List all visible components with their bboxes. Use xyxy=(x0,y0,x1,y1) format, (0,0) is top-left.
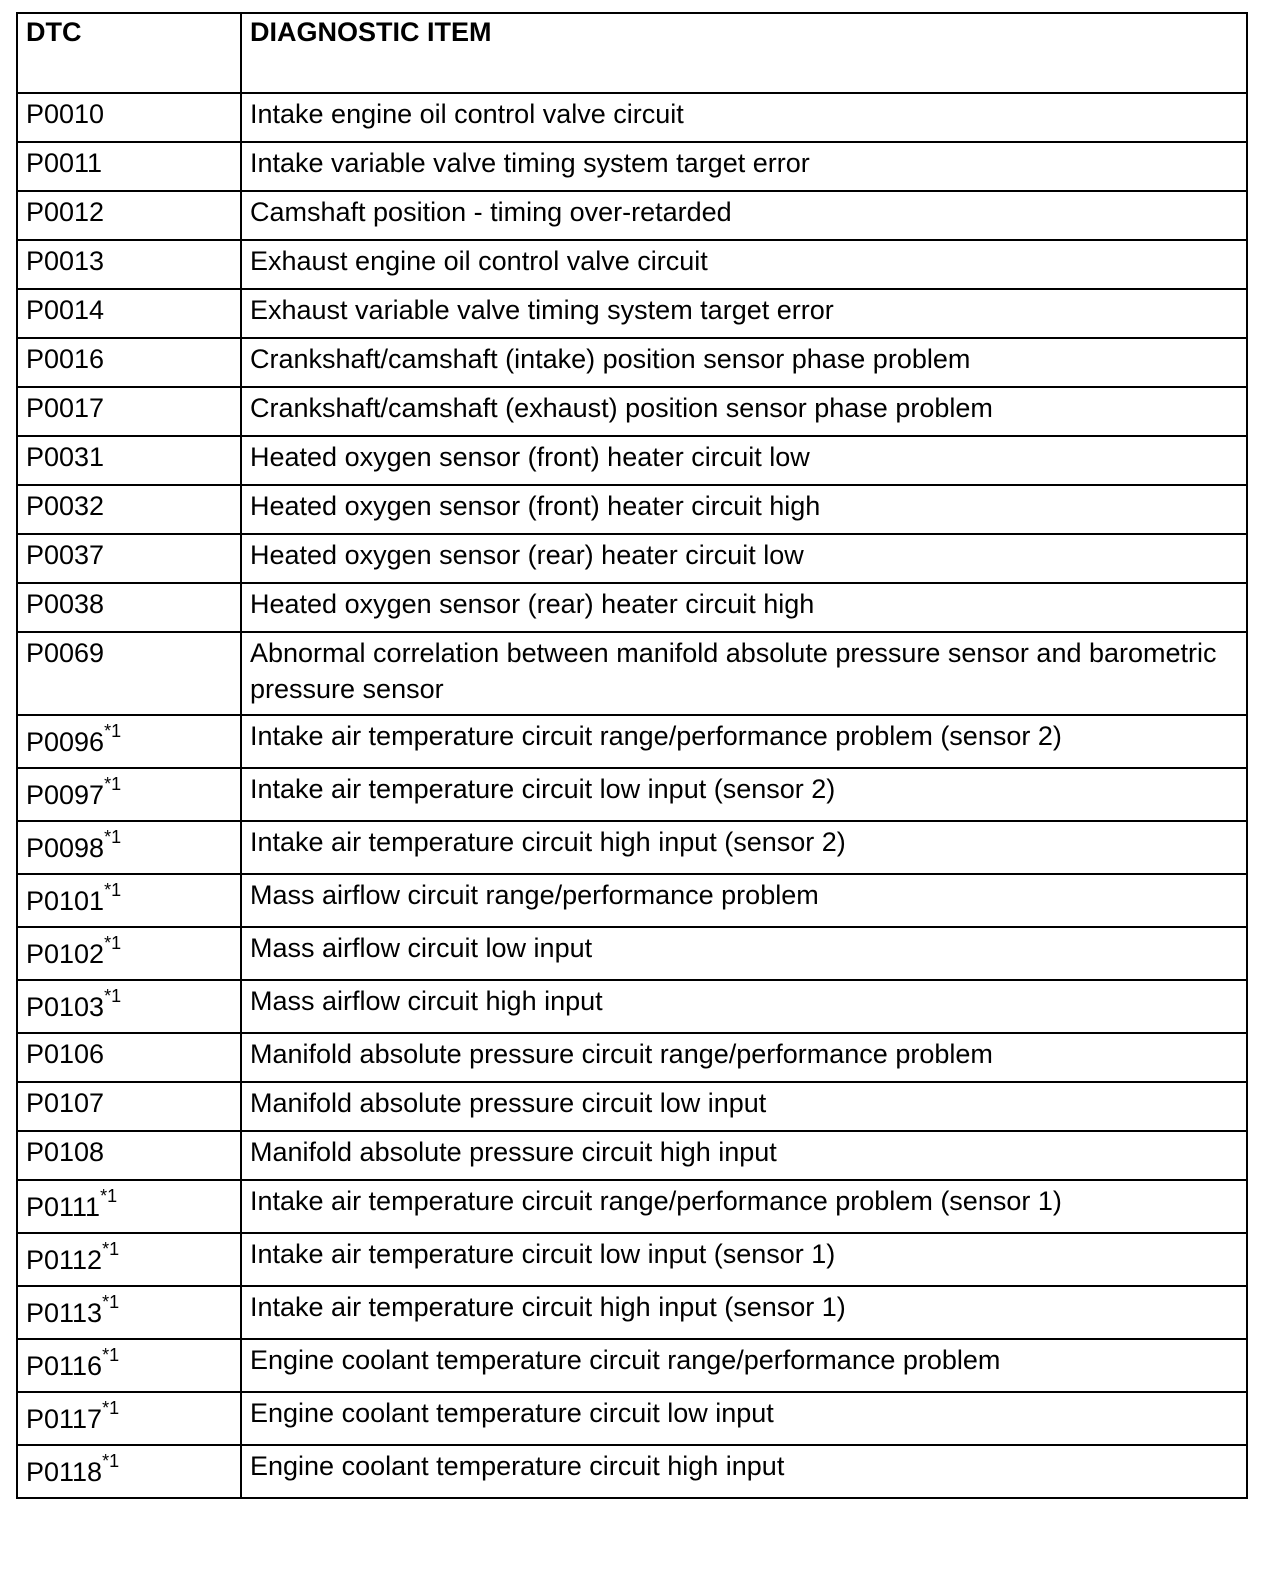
table-row xyxy=(17,387,1247,436)
dtc-code: P0038 xyxy=(26,589,105,619)
dtc-code-cell xyxy=(17,632,241,715)
table-row xyxy=(17,191,1247,240)
diagnostic-item: Intake air temperature circuit high input (sensor 1) xyxy=(241,1286,1247,1339)
dtc-code: P0097 xyxy=(26,780,105,810)
footnote-marker: *1 xyxy=(104,986,122,1006)
table-row xyxy=(17,142,1247,191)
diagnostic-item: Camshaft position - timing over-retarded xyxy=(241,191,1247,240)
dtc-code-cell xyxy=(17,436,241,485)
diagnostic-item: Intake air temperature circuit high input (sensor 2) xyxy=(241,821,1247,874)
dtc-code-cell xyxy=(17,1339,241,1392)
dtc-code-cell xyxy=(17,289,241,338)
dtc-code: P0010 xyxy=(26,99,105,129)
diagnostic-item: Engine coolant temperature circuit low input xyxy=(241,1392,1247,1445)
dtc-code: P0012 xyxy=(26,197,105,227)
dtc-code: P0108 xyxy=(26,1137,105,1167)
dtc-code: P0118 xyxy=(26,1457,103,1487)
footnote-marker: *1 xyxy=(104,774,122,794)
diagnostic-item: Crankshaft/camshaft (intake) position sensor phase problem xyxy=(241,338,1247,387)
footnote-marker: *1 xyxy=(104,933,122,953)
dtc-code-cell xyxy=(17,715,241,768)
table-row xyxy=(17,240,1247,289)
table-row xyxy=(17,436,1247,485)
dtc-code: P0103 xyxy=(26,992,105,1022)
diagnostic-item: Mass airflow circuit high input xyxy=(241,980,1247,1033)
table-row xyxy=(17,1339,1247,1392)
dtc-code-cell xyxy=(17,191,241,240)
dtc-code-cell xyxy=(17,142,241,191)
table-row xyxy=(17,93,1247,142)
diagnostic-item: Heated oxygen sensor (front) heater circuit high xyxy=(241,485,1247,534)
dtc-code: P0031 xyxy=(26,442,105,472)
dtc-code-cell xyxy=(17,1233,241,1286)
dtc-code: P0037 xyxy=(26,540,105,570)
dtc-code-cell xyxy=(17,1180,241,1233)
dtc-code: P0113 xyxy=(26,1298,103,1328)
table-row xyxy=(17,534,1247,583)
dtc-code: P0102 xyxy=(26,939,105,969)
diagnostic-item: Intake air temperature circuit range/performance problem (sensor 2) xyxy=(241,715,1247,768)
footnote-marker: *1 xyxy=(102,1398,120,1418)
dtc-code: P0116 xyxy=(26,1351,103,1381)
diagnostic-item: Heated oxygen sensor (front) heater circuit low xyxy=(241,436,1247,485)
dtc-code-cell xyxy=(17,387,241,436)
table-row xyxy=(17,338,1247,387)
diagnostic-item: Crankshaft/camshaft (exhaust) position sensor phase problem xyxy=(241,387,1247,436)
dtc-code-cell xyxy=(17,1082,241,1131)
table-row xyxy=(17,1033,1247,1082)
dtc-code-cell xyxy=(17,93,241,142)
dtc-code: P0101 xyxy=(26,886,105,916)
diagnostic-item: Manifold absolute pressure circuit high input xyxy=(241,1131,1247,1180)
table-row xyxy=(17,1286,1247,1339)
dtc-code: P0106 xyxy=(26,1039,105,1069)
table-header-row xyxy=(17,13,1247,93)
diagnostic-item: Intake air temperature circuit low input (sensor 2) xyxy=(241,768,1247,821)
diagnostic-item: Intake engine oil control valve circuit xyxy=(241,93,1247,142)
diagnostic-item: Heated oxygen sensor (rear) heater circuit high xyxy=(241,583,1247,632)
dtc-code-cell xyxy=(17,1445,241,1498)
footnote-marker: *1 xyxy=(102,1345,120,1365)
dtc-code-cell xyxy=(17,821,241,874)
table-body xyxy=(17,93,1247,1498)
footnote-marker: *1 xyxy=(104,880,122,900)
dtc-table xyxy=(16,12,1248,1499)
dtc-code-cell xyxy=(17,927,241,980)
footnote-marker: *1 xyxy=(102,1292,120,1312)
dtc-code: P0069 xyxy=(26,638,105,668)
diagnostic-item: Intake air temperature circuit range/performance problem (sensor 1) xyxy=(241,1180,1247,1233)
dtc-code-cell xyxy=(17,1033,241,1082)
dtc-code-cell xyxy=(17,874,241,927)
dtc-code-cell xyxy=(17,534,241,583)
diagnostic-item: Exhaust engine oil control valve circuit xyxy=(241,240,1247,289)
table-row xyxy=(17,1082,1247,1131)
table-row xyxy=(17,1131,1247,1180)
diagnostic-item: Abnormal correlation between manifold absolute pressure sensor and barometric pressure sensor xyxy=(241,632,1247,715)
dtc-code: P0032 xyxy=(26,491,105,521)
dtc-code: P0098 xyxy=(26,833,105,863)
diagnostic-item: Manifold absolute pressure circuit low input xyxy=(241,1082,1247,1131)
dtc-code: P0014 xyxy=(26,295,105,325)
diagnostic-item: Exhaust variable valve timing system target error xyxy=(241,289,1247,338)
diagnostic-item: Engine coolant temperature circuit high input xyxy=(241,1445,1247,1498)
table-row xyxy=(17,289,1247,338)
header-diagnostic-item: DIAGNOSTIC ITEM xyxy=(241,13,1247,93)
table-row xyxy=(17,632,1247,715)
header-dtc: DTC xyxy=(17,13,241,93)
diagnostic-item: Engine coolant temperature circuit range/performance problem xyxy=(241,1339,1247,1392)
table-row xyxy=(17,980,1247,1033)
footnote-marker: *1 xyxy=(104,721,122,741)
dtc-code: P0112 xyxy=(26,1245,103,1275)
dtc-code: P0111 xyxy=(26,1192,101,1222)
dtc-code: P0107 xyxy=(26,1088,105,1118)
dtc-code: P0017 xyxy=(26,393,105,423)
dtc-code: P0013 xyxy=(26,246,105,276)
table-row xyxy=(17,583,1247,632)
diagnostic-item: Mass airflow circuit low input xyxy=(241,927,1247,980)
dtc-code-cell xyxy=(17,1392,241,1445)
dtc-code-cell xyxy=(17,1286,241,1339)
dtc-code-cell xyxy=(17,1131,241,1180)
footnote-marker: *1 xyxy=(100,1186,118,1206)
table-row xyxy=(17,1233,1247,1286)
table-row xyxy=(17,1445,1247,1498)
footnote-marker: *1 xyxy=(102,1239,120,1259)
dtc-code: P0117 xyxy=(26,1404,103,1434)
table-row xyxy=(17,874,1247,927)
dtc-code-cell xyxy=(17,768,241,821)
dtc-code-cell xyxy=(17,338,241,387)
diagnostic-item: Mass airflow circuit range/performance problem xyxy=(241,874,1247,927)
dtc-code-cell xyxy=(17,240,241,289)
dtc-code: P0011 xyxy=(26,148,103,178)
dtc-code-cell xyxy=(17,980,241,1033)
table-row xyxy=(17,485,1247,534)
table-row xyxy=(17,715,1247,768)
table-row xyxy=(17,1180,1247,1233)
table-row xyxy=(17,768,1247,821)
footnote-marker: *1 xyxy=(102,1451,120,1471)
table-row xyxy=(17,821,1247,874)
diagnostic-item: Intake variable valve timing system target error xyxy=(241,142,1247,191)
diagnostic-item: Heated oxygen sensor (rear) heater circuit low xyxy=(241,534,1247,583)
dtc-code-cell xyxy=(17,583,241,632)
dtc-code: P0016 xyxy=(26,344,105,374)
diagnostic-item: Manifold absolute pressure circuit range/performance problem xyxy=(241,1033,1247,1082)
footnote-marker: *1 xyxy=(104,827,122,847)
table-row xyxy=(17,1392,1247,1445)
diagnostic-item: Intake air temperature circuit low input (sensor 1) xyxy=(241,1233,1247,1286)
dtc-code: P0096 xyxy=(26,727,105,757)
table-row xyxy=(17,927,1247,980)
dtc-code-cell xyxy=(17,485,241,534)
